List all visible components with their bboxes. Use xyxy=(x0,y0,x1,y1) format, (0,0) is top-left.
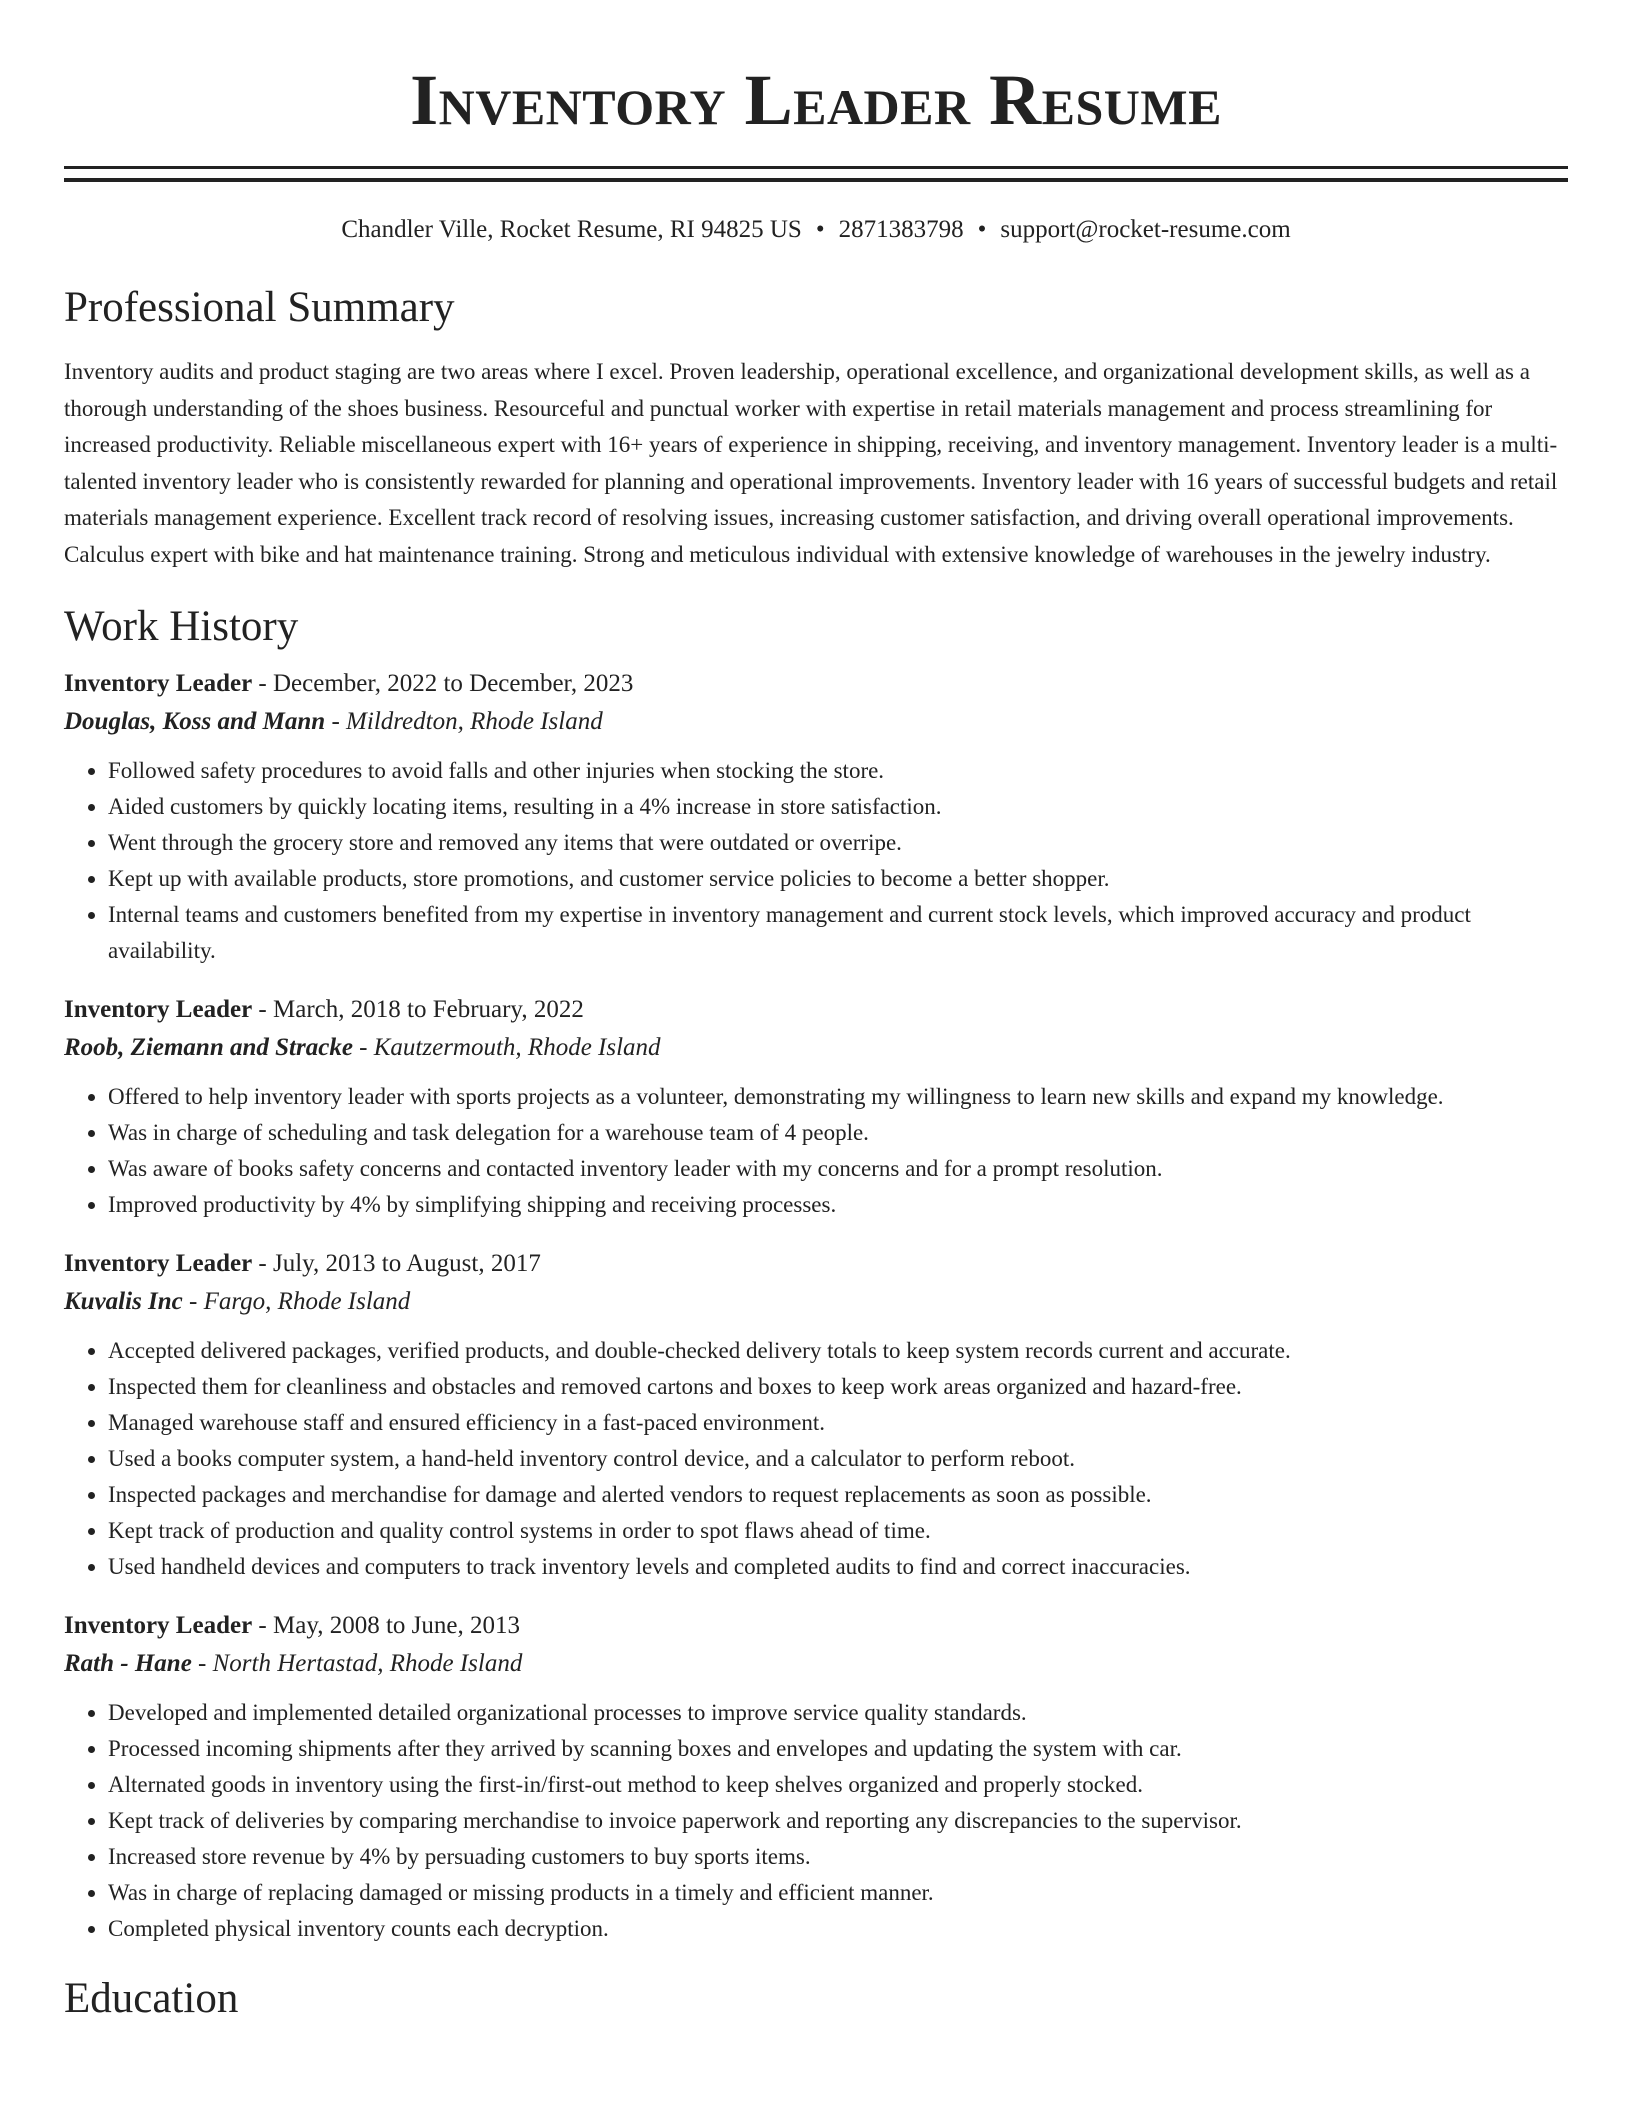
job-entry xyxy=(64,1245,1568,1585)
work-history-heading: Work History xyxy=(64,603,299,650)
job-entry xyxy=(64,665,1568,969)
page-title: Inventory Leader Resume xyxy=(410,60,1222,140)
job-bullets xyxy=(64,753,1568,969)
job-title-line xyxy=(64,1245,1568,1283)
contact-email: support@rocket-resume.com xyxy=(1000,216,1291,243)
list-item: • Offered to help inventory leader with sports projects as a volunteer, demonstrating my willingness to learn new skills and expand my knowledge. xyxy=(108,1079,1568,1115)
job-entry xyxy=(64,991,1568,1223)
summary-heading: Professional Summary xyxy=(64,284,455,331)
contact-separator: • xyxy=(977,216,987,243)
company-name: Kuvalis Inc xyxy=(64,1288,183,1315)
job-dates: - May, 2008 to June, 2013 xyxy=(252,1612,520,1639)
summary-text: Inventory audits and product staging are two areas where I excel. Proven leadership, operational excellence, and organizational development skills, as well as a thorough understanding of the shoes business. Resourceful and punctual worker with expertise in retail materials management and process streamlining for increased productivity. Reliable miscellaneous expert with 16+ years of experience in shipping, receiving, and inventory management. Inventory leader is a multi-talented inventory leader who is consistently rewarded for planning and operational improvements. Inventory leader with 16 years of successful budgets and retail materials management experience. Excellent track record of resolving issues, increasing customer satisfaction, and driving overall operational improvements. Calculus expert with bike and hat maintenance training. Strong and meticulous individual with extensive knowledge of warehouses in the jewelry industry. xyxy=(64,359,1558,567)
contact-line xyxy=(64,214,1568,246)
company-line xyxy=(64,1029,1568,1067)
job-bullets xyxy=(64,1333,1568,1585)
list-item: • Increased store revenue by 4% by persuading customers to buy sports items. xyxy=(108,1839,1568,1875)
job-title-line xyxy=(64,1607,1568,1645)
list-item: • Used a books computer system, a hand-held inventory control device, and a calculator to perform reboot. xyxy=(108,1441,1568,1477)
list-item: • Aided customers by quickly locating items, resulting in a 4% increase in store satisfaction. xyxy=(108,789,1568,825)
work-history-list xyxy=(64,665,1568,1947)
company-location: - Fargo, Rhode Island xyxy=(182,1288,411,1315)
education-heading: Education xyxy=(64,1975,239,2022)
list-item: • Was aware of books safety concerns and contacted inventory leader with my concerns and for a prompt resolution. xyxy=(108,1151,1568,1187)
company-name: Roob, Ziemann and Stracke xyxy=(64,1034,353,1061)
company-name: Douglas, Koss and Mann xyxy=(64,708,326,735)
list-item: • Developed and implemented detailed organizational processes to improve service quality standards. xyxy=(108,1695,1568,1731)
company-name: Rath - Hane xyxy=(64,1650,192,1677)
company-line xyxy=(64,1283,1568,1321)
list-item: • Improved productivity by 4% by simplifying shipping and receiving processes. xyxy=(108,1187,1568,1223)
job-dates: - March, 2018 to February, 2022 xyxy=(252,996,584,1023)
list-item: • Accepted delivered packages, verified products, and double-checked delivery totals to keep system records current and accurate. xyxy=(108,1333,1568,1369)
list-item: • Went through the grocery store and removed any items that were outdated or overripe. xyxy=(108,825,1568,861)
list-item: • Kept track of deliveries by comparing merchandise to invoice paperwork and reporting any discrepancies to the supervisor. xyxy=(108,1803,1568,1839)
job-title-line xyxy=(64,665,1568,703)
job-bullets xyxy=(64,1695,1568,1947)
job-title: Inventory Leader xyxy=(64,996,253,1023)
contact-address: Chandler Ville, Rocket Resume, RI 94825 US xyxy=(341,216,802,243)
company-location: - Kautzermouth, Rhode Island xyxy=(352,1034,661,1061)
list-item: • Alternated goods in inventory using the first-in/first-out method to keep shelves organized and properly stocked. xyxy=(108,1767,1568,1803)
list-item: • Was in charge of replacing damaged or missing products in a timely and efficient manner. xyxy=(108,1875,1568,1911)
list-item: • Managed warehouse staff and ensured efficiency in a fast-paced environment. xyxy=(108,1405,1568,1441)
job-title: Inventory Leader xyxy=(64,1250,253,1277)
list-item: • Completed physical inventory counts each decryption. xyxy=(108,1911,1568,1947)
job-dates: - December, 2022 to December, 2023 xyxy=(252,670,634,697)
job-dates: - July, 2013 to August, 2017 xyxy=(252,1250,541,1277)
list-item: • Internal teams and customers benefited from my expertise in inventory management and current stock levels, which improved accuracy and product availability. xyxy=(108,897,1568,969)
list-item: • Processed incoming shipments after they arrived by scanning boxes and envelopes and updating the system with car. xyxy=(108,1731,1568,1767)
job-bullets xyxy=(64,1079,1568,1223)
list-item: • Used handheld devices and computers to track inventory levels and completed audits to find and correct inaccuracies. xyxy=(108,1549,1568,1585)
list-item: • Kept up with available products, store promotions, and customer service policies to become a better shopper. xyxy=(108,861,1568,897)
company-location: - Mildredton, Rhode Island xyxy=(325,708,603,735)
job-title-line xyxy=(64,991,1568,1029)
company-line xyxy=(64,703,1568,741)
company-line xyxy=(64,1645,1568,1683)
list-item: • Kept track of production and quality control systems in order to spot flaws ahead of time. xyxy=(108,1513,1568,1549)
job-title: Inventory Leader xyxy=(64,670,253,697)
header-divider xyxy=(64,166,1568,182)
contact-separator: • xyxy=(815,216,825,243)
list-item: • Inspected them for cleanliness and obstacles and removed cartons and boxes to keep work areas organized and hazard-free. xyxy=(108,1369,1568,1405)
list-item: • Followed safety procedures to avoid falls and other injuries when stocking the store. xyxy=(108,753,1568,789)
job-entry xyxy=(64,1607,1568,1947)
list-item: • Was in charge of scheduling and task delegation for a warehouse team of 4 people. xyxy=(108,1115,1568,1151)
job-title: Inventory Leader xyxy=(64,1612,253,1639)
contact-phone: 2871383798 xyxy=(838,216,964,243)
company-location: - North Hertastad, Rhode Island xyxy=(191,1650,523,1677)
list-item: • Inspected packages and merchandise for damage and alerted vendors to request replacements as soon as possible. xyxy=(108,1477,1568,1513)
